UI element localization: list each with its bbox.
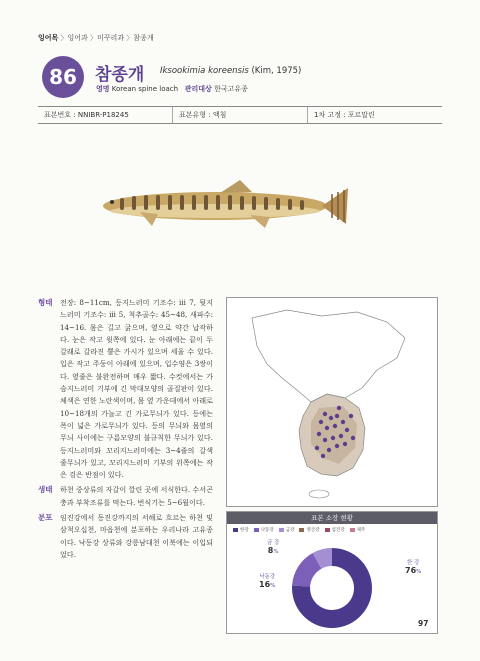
slice-name: 금 강 xyxy=(267,540,280,546)
species-korean-name: 참종개 xyxy=(95,65,145,85)
section-morphology xyxy=(38,297,213,481)
distribution-map xyxy=(226,297,438,507)
legend-item xyxy=(254,527,274,533)
specimen-info-table xyxy=(38,106,442,124)
chart-legend xyxy=(227,524,437,536)
legend-item xyxy=(325,527,345,533)
korea-map xyxy=(227,298,437,506)
legend-item xyxy=(350,527,366,533)
page-number: 97 xyxy=(418,619,429,628)
legend-swatch xyxy=(279,528,284,532)
legend-swatch xyxy=(254,528,259,532)
legend-label: 제주 xyxy=(356,528,366,533)
legend-label: 금강 xyxy=(285,528,295,533)
slice-value: 76 xyxy=(405,566,417,575)
slice-name: 한 강 xyxy=(407,560,420,566)
english-name: Korean spine loach xyxy=(111,85,179,93)
slice-unit: % xyxy=(416,569,422,575)
legend-item xyxy=(233,527,249,533)
slice-unit: % xyxy=(273,549,279,555)
legend-item xyxy=(299,527,319,533)
slice-name: 낙동강 xyxy=(259,574,276,580)
legend-swatch xyxy=(350,528,355,532)
specimen-type: 표본유형 : 액침 xyxy=(172,107,307,123)
category-label: 관리대상 xyxy=(184,85,212,93)
legend-swatch xyxy=(299,528,304,532)
legend-label: 한강 xyxy=(240,528,249,533)
specimen-chart-panel xyxy=(226,511,438,634)
section-ecology xyxy=(38,484,213,509)
scientific-author: (Kim, 1975) xyxy=(251,66,302,76)
legend-swatch xyxy=(233,528,238,532)
slice-unit: % xyxy=(270,583,276,589)
pie-slice-label xyxy=(267,540,279,556)
species-number-badge: 86 xyxy=(42,56,84,98)
legend-label: 섬진강 xyxy=(331,528,345,533)
pie-slice-label xyxy=(405,560,421,576)
species-scientific-name xyxy=(160,66,301,76)
slice-value: 16 xyxy=(259,580,271,589)
slice-value: 8 xyxy=(267,546,274,555)
english-name-label: 영명 xyxy=(96,85,110,93)
scientific-binomial: Iksookimia koreensis xyxy=(160,66,249,76)
chart-header: 표본 소장 현황 xyxy=(227,512,437,524)
section-label-morphology: 형태 xyxy=(38,298,53,307)
breadcrumb-rest: 〉잉어과 〉미꾸리과 〉참종개 xyxy=(58,34,154,42)
breadcrumb-order: 잉어목 xyxy=(38,34,59,42)
legend-swatch xyxy=(325,528,330,532)
section-label-ecology: 생태 xyxy=(38,485,53,495)
description-text xyxy=(38,297,213,562)
section-label-distribution: 분포 xyxy=(38,513,53,523)
legend-item xyxy=(279,527,295,533)
specimen-fixation: 1차 고정 : 포르말린 xyxy=(307,107,442,123)
section-text-distribution: 임진강에서 동진강까지의 서해로 흐르는 하천 및 삼척오십천, 마읍천에 분포하는 우리나라 고유종이다. 낙동강 상류와 강릉남대천 이북에는 이입되었다. xyxy=(60,513,213,559)
section-text-ecology: 하천 중상류의 자갈이 깔린 곳에 서식한다. 수서곤충과 부착조류를 먹는다. 번식기는 5~6월이다. xyxy=(60,485,213,507)
section-distribution xyxy=(38,512,213,561)
legend-label: 낙동강 xyxy=(260,528,274,533)
breadcrumb xyxy=(38,33,154,43)
fish-illustration xyxy=(100,168,350,238)
specimen-number: 표본번호 : NNIBR-P18245 xyxy=(44,111,129,119)
section-text-morphology: 전장: 8~11cm, 등지느러미 기조수: iii 7, 뒷지느러미 기조수: iii 5, 척추골수: 45~48, 새파수: 14~16. 몸은 길고 굵으며, 옆으로 약간 납작하다. 눈은 작고 윗쪽에 있다. 눈 아래에는 끝이 두 갈래로 갈라진 뿔은 가시가 있으며 세울 수 있다. 입은 작고 주둥이 아래에 있으며, 입수염은 3쌍이다. 옆줄은 불완전하며 매우 짧다. 수컷에서는 가슴지느러미 기부에 긴 막대모양의 골질판이 있다. 체색은 연한 노란색이며, 몸 옆 가운데에서 아래로 10~18개의 가늘고 긴 가로무늬가 있다. 등에는 폭이 넓은 가로무늬가 있다. 등의 무늬와 몸옆의 무늬 사이에는 구름모양의 불규칙한 무늬가 있다. 등지느러미와 꼬리지느러미에는 3~4줄의 갈색 줄무늬가 있고, 꼬리지느러미 기부의 위쪽에는 작은 검은 반점이 있다. xyxy=(60,298,213,480)
pie-slice-label xyxy=(259,574,275,590)
species-meta xyxy=(96,84,248,94)
legend-label: 영산강 xyxy=(306,528,320,533)
category-value: 한국고유종 xyxy=(214,85,248,93)
